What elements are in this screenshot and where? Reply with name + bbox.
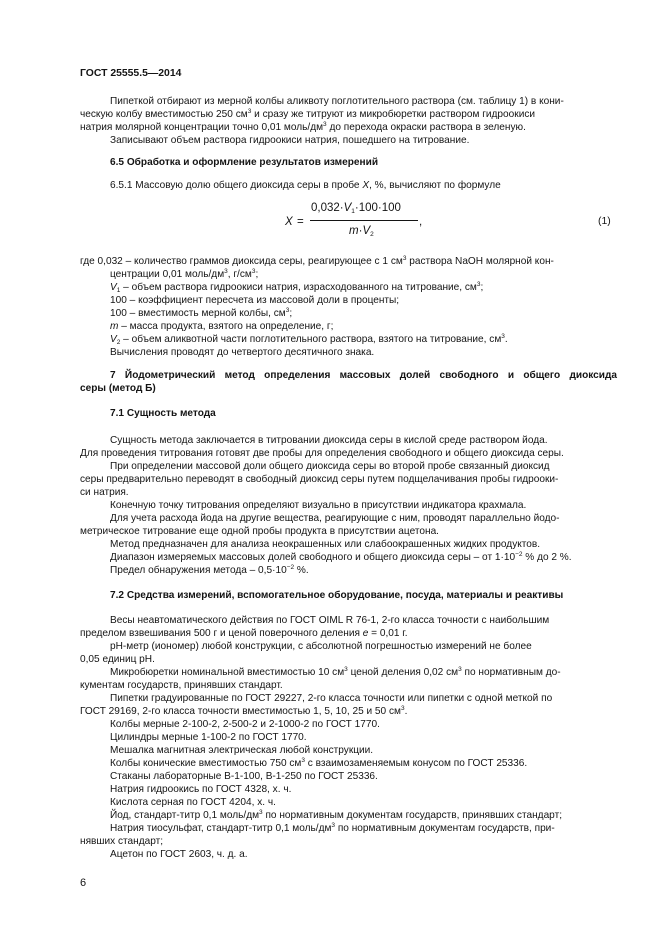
superscript: 3 xyxy=(501,333,505,340)
method-para-line-1: Сущность метода заключается в титровании диоксида серы в кислой среде раствором йода. xyxy=(110,435,548,446)
text: 6.5.1 Массовую долю общего диоксида серы в пробе xyxy=(110,180,363,191)
variable: V xyxy=(343,202,352,214)
superscript: 3 xyxy=(402,255,407,262)
text: Колбы конические вместимостью 750 см xyxy=(110,758,302,769)
where-line-7 xyxy=(110,333,508,346)
text: где 0,032 – количество граммов диоксида серы, реагирующее с 1 см xyxy=(80,256,403,267)
formula-comma: , xyxy=(419,216,423,228)
superscript: −2 xyxy=(515,551,523,558)
text: натрия молярной концентрации точно 0,01 моль/дм xyxy=(80,122,324,133)
text: , г/см xyxy=(227,269,252,280)
section-6-5-heading: 6.5 Обработка и оформление результатов измерений xyxy=(110,157,379,168)
section-7-2-heading: 7.2 Средства измерений, вспомогательное оборудование, посуда, материалы и реактивы xyxy=(110,590,564,601)
method-para-line-4: серы предварительно переводят в свободный диоксид серы путем подщелачивания пробы гидрооки- xyxy=(80,474,559,485)
formula-1 xyxy=(285,202,425,238)
method-para-line-3: При определении массовой доли общего диоксида серы во второй пробе связанный диоксид xyxy=(110,461,550,472)
fraction-bar xyxy=(310,220,418,221)
text: % до 2 %. xyxy=(522,552,572,563)
equipment-ph-line-1: pH-метр (иономер) любой конструкции, с абсолютной погрешностью измерений не более xyxy=(110,641,532,652)
method-para-line-7: Для учета расхода йода на другие вещества, реагирующие с ним, проводят параллельно йодо- xyxy=(110,513,560,524)
text: ; xyxy=(289,308,293,319)
equipment-pipette-line-2 xyxy=(80,705,407,718)
text: по нормативным документам государств, принявших стандарт; xyxy=(262,810,562,821)
text: – масса продукта, взятого на определение, г; xyxy=(118,321,334,332)
subscript: 1 xyxy=(116,287,121,294)
method-range-line xyxy=(110,551,572,564)
reagent-thiosulfate-line-1 xyxy=(110,822,555,835)
text: ; xyxy=(255,269,259,280)
equipment-ph-line-2: 0,05 единиц pH. xyxy=(80,654,155,665)
variable: e xyxy=(362,628,369,639)
superscript: 3 xyxy=(251,268,256,275)
subscript: 1 xyxy=(351,208,355,215)
text: ГОСТ 29169, 2-го класса точности вместимостью 1, 5, 10, 25 и 50 см xyxy=(80,706,401,717)
text: 0,032· xyxy=(311,202,344,214)
superscript: 3 xyxy=(458,666,462,673)
intro-line-1 xyxy=(110,95,617,108)
formula-lhs: X xyxy=(285,216,293,228)
section-7-heading-line-1: 7 Йодометрический метод определения массовых долей свободного и общего диоксида xyxy=(110,370,617,381)
superscript: 3 xyxy=(331,822,336,829)
text: – объем раствора гидроокиси натрия, израсходованного на титрование, см xyxy=(120,282,477,293)
text: Натрия тиосульфат, стандарт-титр 0,1 моль/дм xyxy=(110,823,332,834)
variable: V xyxy=(362,225,371,237)
intro-line-4: Записывают объем раствора гидроокиси натрия, пошедшего на титрование. xyxy=(110,135,470,146)
where-line-6 xyxy=(110,320,333,333)
superscript: 3 xyxy=(285,307,290,314)
standard-header: ГОСТ 25555.5—2014 xyxy=(80,68,182,79)
text: Пипеткой отбирают из мерной колбы аликвоту поглотительного раствора (см. таблицу 1) в кони- xyxy=(110,96,564,107)
where-line-1 xyxy=(80,255,554,268)
superscript: 3 xyxy=(259,809,263,816)
method-para-line-8: метрическое титрование еще одной пробы продукта в присутствии ацетона. xyxy=(80,526,439,537)
where-line-2 xyxy=(110,268,258,281)
intro-line-2 xyxy=(80,108,535,121)
text: . xyxy=(404,706,408,717)
equipment-stirrer: Мешалка магнитная электрическая любой конструкции. xyxy=(110,745,374,756)
text: Предел обнаружения метода – 0,5·10 xyxy=(110,565,287,576)
equipment-cylinders: Цилиндры мерные 1-100-2 по ГОСТ 1770. xyxy=(110,732,307,743)
text: = 0,01 г. xyxy=(368,628,408,639)
text: · xyxy=(358,225,363,237)
text: пределом взвешивания 500 г и ценой поверочного деления xyxy=(80,628,363,639)
text: раствора NaOH молярной кон- xyxy=(406,256,554,267)
superscript: −2 xyxy=(286,564,295,571)
variable: V xyxy=(110,334,117,345)
text: 100 – вместимость мерной колбы, см xyxy=(110,308,286,319)
equipment-burette-line-1 xyxy=(110,666,561,679)
method-para-line-6: Конечную точку титрования определяют визуально в присутствии индикатора крахмала. xyxy=(110,500,527,511)
superscript: 3 xyxy=(224,268,228,275)
text: ческую колбу вместимостью 250 см xyxy=(80,109,248,120)
page-number: 6 xyxy=(80,877,87,889)
reagent-sodium-hydroxide: Натрия гидроокись по ГОСТ 4328, х. ч. xyxy=(110,784,292,795)
text: Йод, стандарт-титр 0,1 моль/дм xyxy=(110,810,260,821)
text: с взаимозаменяемым конусом по ГОСТ 25336. xyxy=(304,758,528,769)
subscript: 2 xyxy=(370,231,374,238)
reagent-iodine xyxy=(110,809,562,822)
text: Микробюретки номинальной вместимостью 10 см xyxy=(110,667,345,678)
text: %. xyxy=(294,565,309,576)
equipment-flasks: Колбы мерные 2-100-2, 2-500-2 и 2-1000-2 по ГОСТ 1770. xyxy=(110,719,380,730)
superscript: 3 xyxy=(400,705,405,712)
formula-equals: = xyxy=(297,216,304,228)
text: до перехода окраски раствора в зеленую. xyxy=(326,122,526,133)
method-para-line-9: Метод предназначен для анализа неокрашенных или слабоокрашенных жидких продуктов. xyxy=(110,539,541,550)
variable: V xyxy=(110,282,117,293)
intro-line-3 xyxy=(80,121,526,134)
formula-numerator xyxy=(311,202,401,214)
superscript: 3 xyxy=(301,757,305,764)
where-line-4: 100 – коэффициент пересчета из массовой доли в проценты; xyxy=(110,295,400,306)
equipment-burette-line-2: кументам государств, принявших стандарт. xyxy=(80,680,283,691)
text: по нормативным документам государств, при- xyxy=(335,823,555,834)
section-7-heading-line-2: серы (метод Б) xyxy=(80,383,156,394)
formula-denominator xyxy=(349,225,374,237)
where-line-3 xyxy=(110,281,483,294)
reagent-thiosulfate-line-2: нявших стандарт; xyxy=(80,836,164,847)
method-para-line-5: си натрия. xyxy=(80,487,129,498)
variable: m xyxy=(110,321,119,332)
equipment-conical-flasks xyxy=(110,757,527,770)
text: ; xyxy=(480,282,484,293)
where-line-5 xyxy=(110,307,292,320)
method-limit-line xyxy=(110,564,309,577)
variable: X xyxy=(362,180,370,191)
text: по нормативным до- xyxy=(461,667,561,678)
reagent-sulfuric-acid: Кислота серная по ГОСТ 4204, х. ч. xyxy=(110,797,276,808)
text: – объем аликвотной части поглотительного раствора, взятого на титрование, см xyxy=(120,334,502,345)
variable: m xyxy=(349,225,359,237)
equipment-scales-line-2 xyxy=(80,627,408,640)
text: , %, вычисляют по формуле xyxy=(369,180,501,191)
equipment-scales-line-1: Весы неавтоматического действия по ГОСТ OIML R 76-1, 2-го класса точности с наибольшим xyxy=(110,615,550,626)
subscript: 2 xyxy=(116,339,121,346)
equipment-beakers: Стаканы лабораторные В-1-100, В-1-250 по ГОСТ 25336. xyxy=(110,771,378,782)
where-line-8: Вычисления проводят до четвертого десятичного знака. xyxy=(110,347,375,358)
superscript: 3 xyxy=(323,121,327,128)
section-6-5-1-text xyxy=(110,179,501,192)
section-7-1-heading: 7.1 Сущность метода xyxy=(110,408,216,419)
text: Диапазон измеряемых массовых долей свободного и общего диоксида серы – от 1·10 xyxy=(110,552,516,563)
text: ·100·100 xyxy=(354,202,401,214)
method-para-line-2: Для проведения титрования готовят две пробы для определения свободного и общего диоксида серы. xyxy=(80,448,564,459)
reagent-acetone: Ацетон по ГОСТ 2603, ч. д. а. xyxy=(110,849,248,860)
superscript: 3 xyxy=(344,666,348,673)
text: . xyxy=(504,334,508,345)
equipment-pipette-line-1: Пипетки градуированные по ГОСТ 29227, 2-го класса точности или пипетки с одной меткой по xyxy=(110,693,553,704)
superscript: 3 xyxy=(476,281,481,288)
text: центрации 0,01 моль/дм xyxy=(110,269,225,280)
formula-number: (1) xyxy=(598,216,611,227)
text: и сразу же титруют из микробюретки раствором гидроокиси xyxy=(251,109,536,120)
superscript: 3 xyxy=(247,108,252,115)
text: ценой деления 0,02 см xyxy=(347,667,459,678)
